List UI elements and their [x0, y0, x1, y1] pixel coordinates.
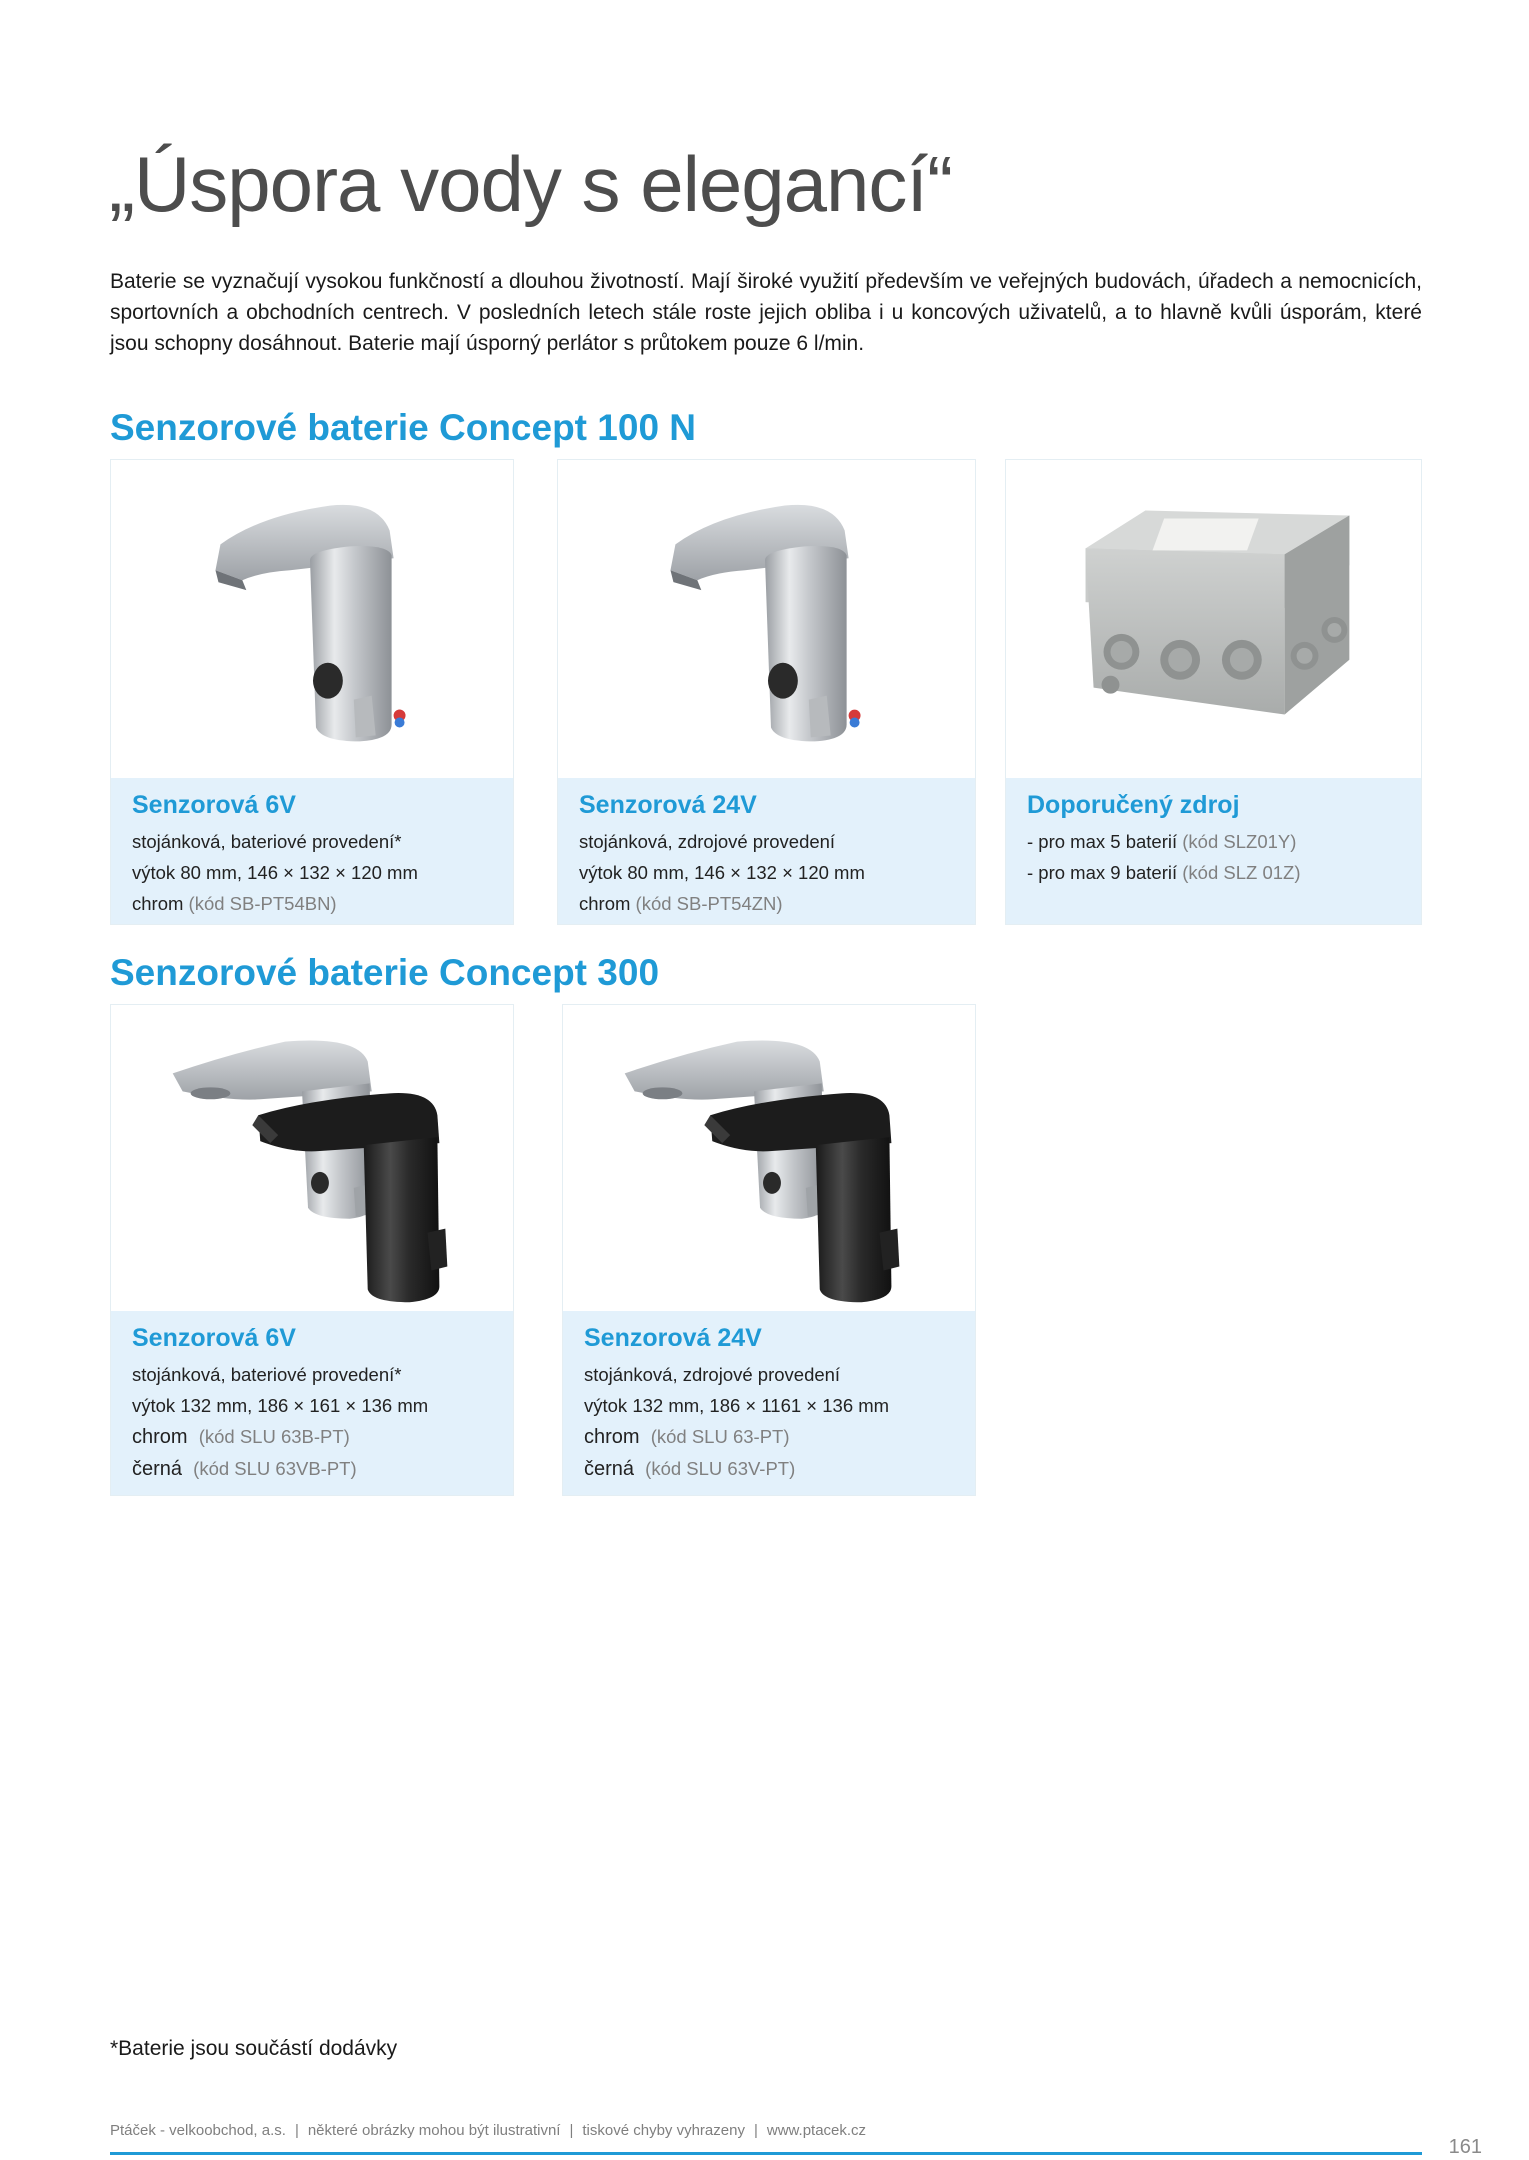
footer-separator: | [569, 2122, 574, 2139]
product-variant: chrom (kód SB-PT54BN) [132, 893, 337, 914]
product-name: Senzorová 6V [132, 791, 296, 819]
page-title: „Úspora vody s elegancí“ [109, 140, 953, 228]
product-name: Doporučený zdroj [1027, 791, 1240, 819]
footer-separator: | [753, 2122, 758, 2139]
footer [110, 2122, 866, 2139]
intro-paragraph: Baterie se vyznačují vysokou funkčností a dlouhou životností. Mají široké využití především ve veřejných budovách, úřadech a nemocnicích, sportovních a obchodních centrech. V posledních letech stále roste jejich obliba i u koncových uživatelů, a to hlavně kvůli úsporám, které jsou schopny dosáhnout. Baterie mají úsporný perlátor s průtokem pouze 6 l/min. [110, 270, 1422, 355]
product-variant: černá (kód SLU 63V-PT) [584, 1458, 796, 1480]
page-number: 161 [1448, 2136, 1482, 2158]
section-title-concept-300: Senzorové baterie Concept 300 [110, 952, 660, 993]
product-code: (kód SB-PT54BN) [188, 893, 337, 914]
product-variant: chrom (kód SLU 63-PT) [584, 1426, 790, 1448]
product-info [563, 1311, 975, 1495]
product-card[interactable] [110, 1004, 514, 1496]
product-info [1006, 778, 1421, 924]
chrome-sensor-faucet-image [111, 460, 513, 780]
chrome-sensor-faucet-image [558, 460, 975, 780]
product-name: Senzorová 6V [132, 1324, 296, 1352]
product-code: (kód SLU 63VB-PT) [193, 1458, 357, 1479]
product-variant: - pro max 9 baterií (kód SLZ 01Z) [1027, 862, 1301, 883]
product-spec: výtok 80 mm, 146 × 132 × 120 mm [132, 862, 418, 883]
product-card[interactable] [1005, 459, 1422, 925]
footer-website-link[interactable]: www.ptacek.cz [766, 2122, 867, 2139]
product-code: (kód SLU 63-PT) [650, 1426, 790, 1447]
product-spec: stojánková, bateriové provedení* [132, 1364, 402, 1385]
product-info [558, 778, 975, 924]
power-supply-box-image [1006, 460, 1421, 780]
product-variant: chrom (kód SLU 63B-PT) [132, 1426, 350, 1448]
product-code: (kód SLU 63B-PT) [198, 1426, 350, 1447]
product-code: (kód SB-PT54ZN) [635, 893, 783, 914]
product-card[interactable] [110, 459, 514, 925]
footer-company: Ptáček - velkoobchod, a.s. [110, 2122, 286, 2139]
product-spec: stojánková, zdrojové provedení [584, 1364, 841, 1385]
footer-divider [110, 2152, 1422, 2155]
footer-errors: tiskové chyby vyhrazeny [582, 2122, 745, 2139]
product-info [111, 778, 513, 924]
chrome-and-black-faucets-image [563, 1005, 975, 1313]
product-code: (kód SLZ 01Z) [1182, 862, 1301, 883]
product-name: Senzorová 24V [584, 1324, 762, 1352]
product-card[interactable] [562, 1004, 976, 1496]
product-spec: výtok 80 mm, 146 × 132 × 120 mm [579, 862, 865, 883]
product-variant: černá (kód SLU 63VB-PT) [132, 1458, 357, 1480]
product-spec: stojánková, zdrojové provedení [579, 831, 836, 852]
product-spec: výtok 132 mm, 186 × 1161 × 136 mm [584, 1395, 890, 1416]
product-name: Senzorová 24V [579, 791, 757, 819]
footer-disclaimer: některé obrázky mohou být ilustrativní [307, 2122, 561, 2139]
product-card[interactable] [557, 459, 976, 925]
footer-separator: | [294, 2122, 299, 2139]
chrome-and-black-faucets-image [111, 1005, 513, 1313]
product-variant: - pro max 5 baterií (kód SLZ01Y) [1027, 831, 1297, 852]
product-info [111, 1311, 513, 1495]
product-code: (kód SLU 63V-PT) [645, 1458, 796, 1479]
section-title-concept-100n: Senzorové baterie Concept 100 N [110, 407, 697, 448]
product-variant: chrom (kód SB-PT54ZN) [579, 893, 783, 914]
footnote: *Baterie jsou součástí dodávky [110, 2037, 398, 2060]
product-spec: výtok 132 mm, 186 × 161 × 136 mm [132, 1395, 429, 1416]
product-code: (kód SLZ01Y) [1182, 831, 1297, 852]
product-spec: stojánková, bateriové provedení* [132, 831, 402, 852]
